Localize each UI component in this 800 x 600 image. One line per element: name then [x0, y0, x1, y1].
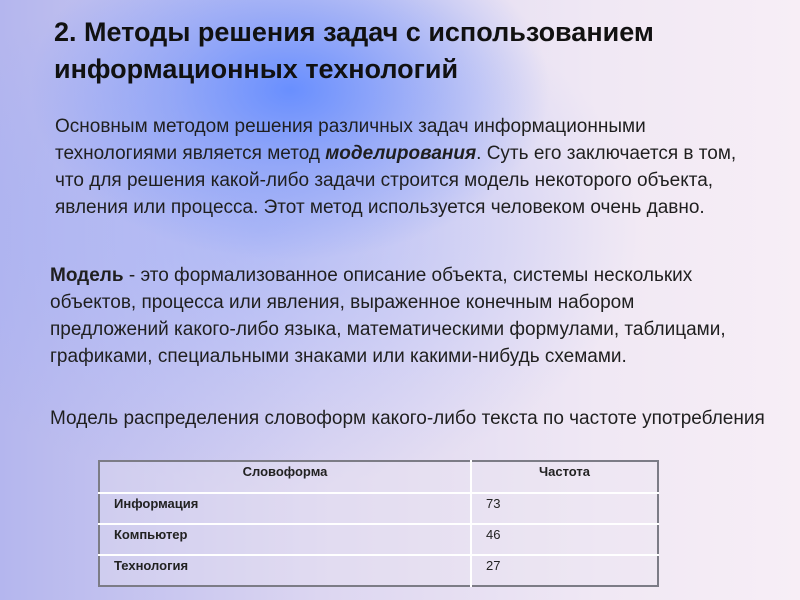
intro-paragraph — [55, 113, 755, 221]
intro-text-after: . Суть его заключается в том, что для решения какой-либо задачи строится модель некоторого объекта, явления или процесса. Этот метод используется человеком очень давно. — [55, 143, 737, 218]
row-wordform: Компьютер — [99, 524, 471, 555]
slide-title: 2. Методы решения задач с использованием информационных технологий — [54, 17, 654, 84]
frequency-table — [98, 460, 659, 587]
intro-emphasis: моделирования — [325, 143, 477, 164]
table-header-row — [99, 461, 658, 493]
model-term: Модель — [50, 265, 124, 286]
table-row — [99, 555, 658, 586]
model-definition-text: - это формализованное описание объекта, системы нескольких объектов, процесса или явления, выраженное конечным набором предложений какого-либо языка, математическими формулами, таблицами, графиками, специальными знаками или какими-нибудь схемами. — [50, 265, 726, 367]
row-wordform: Информация — [99, 493, 471, 524]
table-row — [99, 524, 658, 555]
row-frequency: 73 — [471, 493, 658, 524]
intro-text-before: Основным методом решения различных задач информационными технологиями является метод — [55, 116, 646, 164]
row-wordform: Технология — [99, 555, 471, 586]
header-frequency: Частота — [471, 461, 658, 493]
header-wordform: Словоформа — [99, 461, 471, 493]
table-caption: Модель распределения словоформ какого-либо текста по частоте употребления — [50, 408, 765, 429]
row-frequency: 27 — [486, 558, 501, 573]
model-definition — [50, 262, 750, 370]
table-row — [99, 493, 658, 524]
row-frequency: 46 — [471, 524, 658, 555]
